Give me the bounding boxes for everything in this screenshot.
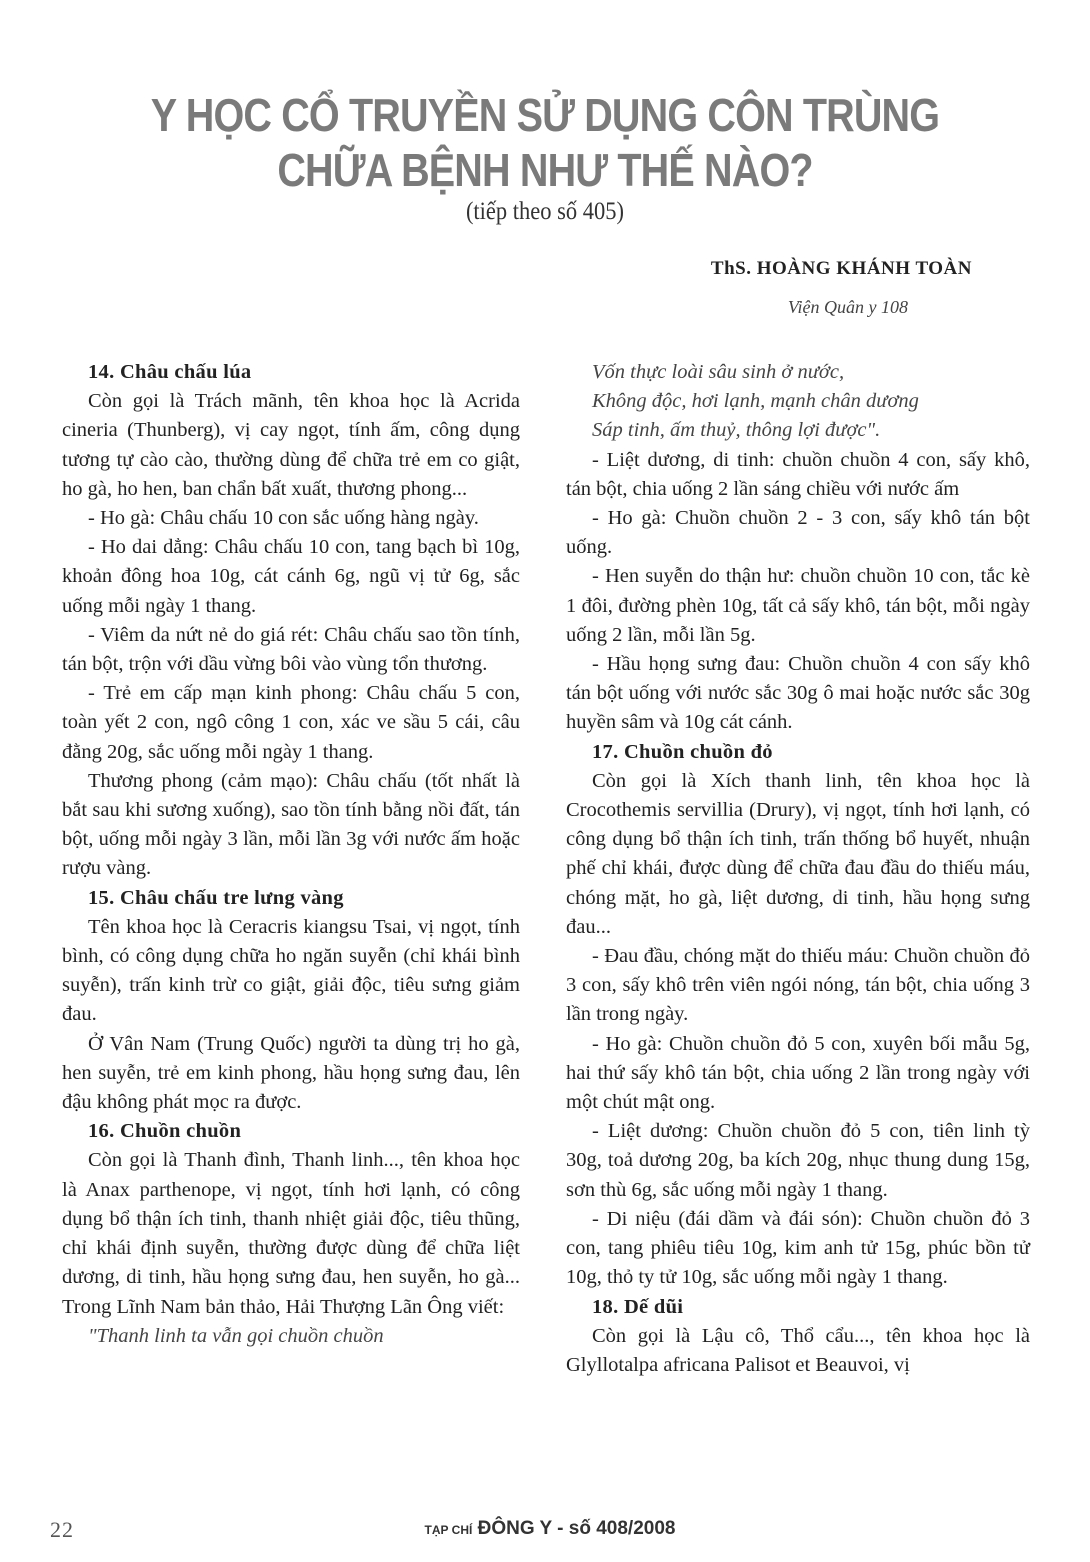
paragraph: - Hầu họng sưng đau: Chuồn chuồn 4 con sấy khô tán bột uống với nước sắc 30g ô mai hoặc nước sắc 30g huyền sâm và 10g cát cánh. xyxy=(566,653,1030,734)
article-subtitle: (tiếp theo số 405) xyxy=(465,198,625,225)
paragraph: Còn gọi là Lậu cô, Thổ cẩu..., tên khoa học là Glyllotalpa africana Palisot et Beauvoi, vị xyxy=(566,1324,1030,1376)
author-affiliation: Viện Quân y 108 xyxy=(787,297,908,317)
paragraph: - Đau đầu, chóng mặt do thiếu máu: Chuồn chuồn đỏ 3 con, sấy khô trên viên ngói nóng, tán bột, chia uống 3 lần trong ngày. xyxy=(566,945,1030,1026)
journal-prefix: TẠP CHÍ xyxy=(424,1523,473,1537)
paragraph: - Ho gà: Châu chấu 10 con sắc uống hàng ngày. xyxy=(88,507,479,530)
right-column xyxy=(566,358,1030,1380)
paragraph: Còn gọi là Thanh đình, Thanh linh..., tên khoa học là Anax parthenope, vị ngọt, tính hơi lạnh, có công dụng bổ thận ích tinh, thanh nhiệt giải độc, tiêu thũng, chỉ khái định suyễn, thường được dùng để chữa liệt dương, di tinh, hầu họng sưng đau, hen suyễn, ho gà... Trong Lĩnh Nam bản thảo, Hải Thượng Lãn Ông viết: xyxy=(62,1149,520,1318)
left-column xyxy=(62,358,520,1351)
paragraph: - Ho gà: Chuồn chuồn 2 - 3 con, sấy khô tán bột uống. xyxy=(566,507,1030,559)
poem-line: Vốn thực loài sâu sinh ở nước, xyxy=(592,361,845,383)
paragraph: - Trẻ em cấp mạn kinh phong: Châu chấu 5 con, toàn yết 2 con, ngô công 1 con, xác ve sầu 5 cái, câu đằng 20g, sắc uống mỗi ngày 1 thang. xyxy=(62,682,520,763)
paragraph: Còn gọi là Trách mãnh, tên khoa học là Acrida cineria (Thunberg), vị cay ngọt, tính ấm, công dụng tương tự cào cào, thường dùng để chữa trẻ em co giật, ho gà, ho hen, ban chẩn bất xuất, thương phong... xyxy=(62,390,520,500)
paragraph: - Viêm da nứt nẻ do giá rét: Châu chấu sao tồn tính, tán bột, trộn với dầu vừng bôi vào vùng tổn thương. xyxy=(62,623,520,676)
paragraph: - Liệt dương, di tinh: chuồn chuồn 4 con, sấy khô, tán bột, chia uống 2 lần sáng chiều với nước ấm xyxy=(566,448,1030,500)
paragraph: - Di niệu (đái dầm và đái són): Chuồn chuồn đỏ 3 con, tang phiêu tiêu 10g, kim anh tử 15g, phúc bồn tử 10g, thỏ ty tử 10g, sắc uống mỗi ngày 1 thang. xyxy=(566,1207,1030,1289)
paragraph: - Hen suyễn do thận hư: chuồn chuồn 10 con, tắc kè 1 đôi, đường phèn 10g, tất cả sấy khô, tán bột, mỗi ngày uống 2 lần, mỗi lần 5g. xyxy=(566,565,1030,646)
journal-name: ĐÔNG Y - số 408/2008 xyxy=(477,1518,676,1539)
section-heading: 17. Chuồn chuồn đỏ xyxy=(592,740,773,763)
paragraph: - Ho gà: Chuồn chuồn đỏ 5 con, xuyên bối mẫu 5g, hai thứ sấy khô tán bột, chia uống 2 lần trong ngày với một chút mật ong. xyxy=(566,1032,1030,1114)
paragraph: - Liệt dương: Chuồn chuồn đỏ 5 con, tiên linh tỳ 30g, toả dương 20g, ba kích 20g, nhục thung dung 15g, sơn thù 6g, sắc uống mỗi ngày 1 thang. xyxy=(566,1120,1030,1201)
paragraph: - Ho dai dẳng: Châu chấu 10 con, tang bạch bì 10g, khoản đông hoa 10g, cát cánh 6g, ngũ vị tử 6g, sắc uống mỗi ngày 1 thang. xyxy=(62,536,520,617)
section-heading: 16. Chuồn chuồn xyxy=(88,1120,242,1143)
section-heading: 15. Châu chấu tre lưng vàng xyxy=(88,886,344,909)
poem-line: "Thanh linh ta vẫn gọi chuồn chuồn xyxy=(88,1324,384,1347)
article-title-line1: Y HỌC CỔ TRUYỀN SỬ DỤNG CÔN TRÙNG xyxy=(150,89,940,141)
article-title-line2: CHỮA BỆNH NHƯ THẾ NÀO? xyxy=(277,144,813,196)
paragraph: Ở Vân Nam (Trung Quốc) người ta dùng trị ho gà, hen suyễn, trẻ em kinh phong, hầu họng sưng đau, lên đậu không phát mọc ra được. xyxy=(62,1032,520,1114)
section-heading: 18. Dế dũi xyxy=(592,1295,684,1318)
author-name: ThS. HOÀNG KHÁNH TOÀN xyxy=(710,258,972,279)
section-heading: 14. Châu chấu lúa xyxy=(88,361,252,383)
paragraph: Tên khoa học là Ceracris kiangsu Tsai, vị ngọt, tính bình, có công dụng chữa ho ngăn suyễn (chỉ khái bình suyễn), trấn kinh trừ co giật, giải độc, tiêu sưng giảm đau. xyxy=(62,915,520,1026)
paragraph: Còn gọi là Xích thanh linh, tên khoa học là Crocothemis servillia (Drury), vị ngọt, tính hơi lạnh, có công dụng bổ thận ích tinh, trấn thống bổ huyết, nhuận phế chỉ khái, được dùng để chữa đau đầu do thiếu máu, chóng mặt, ho gà, liệt dương, di tinh, hầu họng sưng đau... xyxy=(566,769,1030,938)
page-number: 22 xyxy=(50,1517,74,1542)
journal-footer xyxy=(0,1518,1090,1540)
paragraph: Thương phong (cảm mạo): Châu chấu (tốt nhất là bắt sau khi sương xuống), sao tồn tính bằng nồi đất, tán bột, uống mỗi ngày 3 lần, mỗi lần 3g với nước ấm hoặc rượu vàng. xyxy=(62,769,520,880)
poem-line: Không độc, hơi lạnh, mạnh chân dương xyxy=(592,390,919,413)
poem-line: Sáp tinh, ấm thuỷ, thông lợi được". xyxy=(592,419,881,442)
